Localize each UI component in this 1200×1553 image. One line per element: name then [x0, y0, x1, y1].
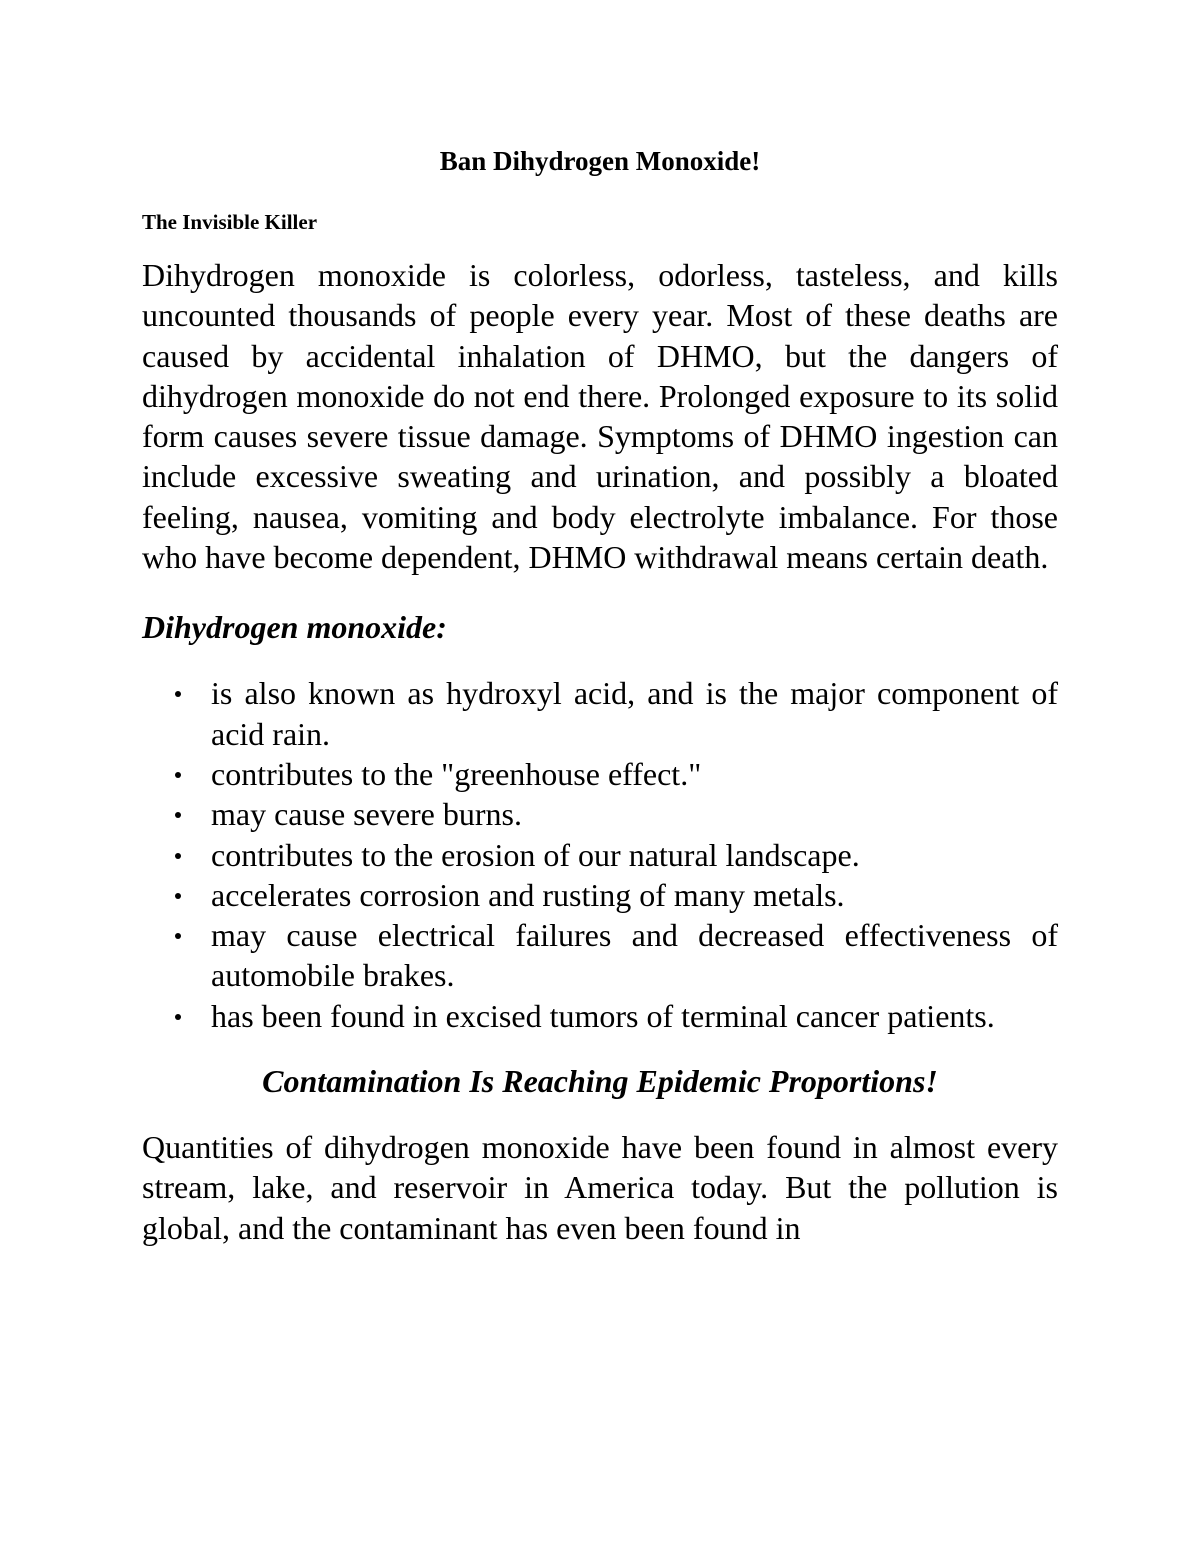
contamination-heading: Contamination Is Reaching Epidemic Proportions!: [262, 1063, 938, 1100]
list-item: [142, 754, 1058, 794]
list-item: [142, 835, 1058, 875]
list-item-text: accelerates corrosion and rusting of many metals.: [211, 876, 845, 913]
bullet-icon: [175, 772, 181, 778]
document-title: Ban Dihydrogen Monoxide!: [439, 146, 761, 176]
bullet-icon: [175, 893, 181, 899]
bullet-icon: [175, 812, 181, 818]
hazard-list: [142, 673, 1058, 1036]
list-item-text: contributes to the "greenhouse effect.": [211, 755, 702, 792]
list-item: [142, 875, 1058, 915]
list-item-text: may cause severe burns.: [211, 796, 522, 833]
bullet-icon: [175, 691, 181, 697]
list-item-text: has been found in excised tumors of terminal cancer patients.: [211, 997, 995, 1034]
list-item-text: may cause electrical failures and decreased effectiveness of automobile brakes.: [211, 917, 1058, 994]
bullet-icon: [175, 1014, 181, 1020]
bullet-icon: [175, 933, 181, 939]
bullet-icon: [175, 853, 181, 859]
list-heading: Dihydrogen monoxide:: [142, 609, 447, 646]
document-subtitle: The Invisible Killer: [142, 210, 318, 234]
list-item-text: is also known as hydroxyl acid, and is the major component of acid rain.: [211, 675, 1058, 752]
contamination-paragraph: Quantities of dihydrogen monoxide have been found in almost every stream, lake, and reservoir in America today. But the pollution is global, and the contaminant has even been found in: [142, 1129, 1058, 1246]
document-content: [142, 141, 1058, 1248]
list-item-text: contributes to the erosion of our natural landscape.: [211, 836, 860, 873]
list-item: [142, 915, 1058, 996]
list-item: [142, 996, 1058, 1036]
list-item: [142, 673, 1058, 754]
list-item: [142, 794, 1058, 834]
intro-paragraph: Dihydrogen monoxide is colorless, odorless, tasteless, and kills uncounted thousands of people every year. Most of these deaths are caused by accidental inhalation of DHMO, but the dangers of dihydrogen monoxide do not end there. Prolonged exposure to its solid form causes severe tissue damage. Symptoms of DHMO ingestion can include excessive sweating and urination, and possibly a bloated feeling, nausea, vomiting and body electrolyte imbalance. For those who have become dependent, DHMO withdrawal means certain death.: [142, 257, 1058, 576]
